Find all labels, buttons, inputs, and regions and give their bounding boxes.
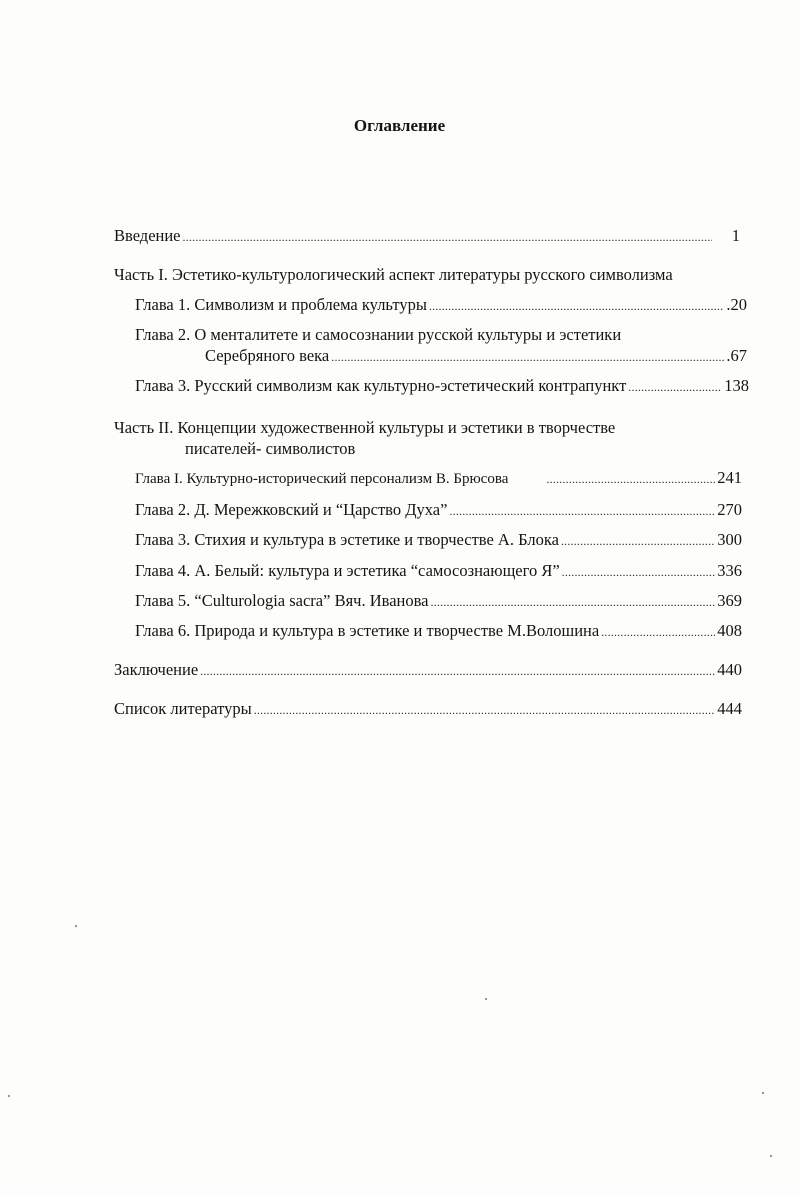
toc-entry-page: 440: [717, 660, 742, 679]
dot-leader: [562, 562, 716, 582]
toc-entry-label: Введение: [114, 226, 181, 245]
toc-entry-label: Серебряного века: [205, 346, 330, 365]
toc-entry-page: 444: [717, 699, 742, 718]
toc-entry-page: 138: [724, 376, 749, 395]
dot-leader: [429, 296, 724, 316]
toc-entry-label: Глава 3. Русский символизм как культурно-эстетический контрапункт: [135, 376, 627, 395]
toc-entry-label: Глава 1. Символизм и проблема культуры: [135, 295, 427, 314]
part2-heading-line2: писателей- символистов: [185, 439, 356, 458]
toc-entry-label: Глава I. Культурно-исторический персонализм В. Брюсова: [135, 471, 509, 487]
dot-leader: [628, 377, 722, 397]
toc-entry-bibliography: [114, 699, 742, 720]
toc-entry-part1-ch2-line1: Глава 2. О менталитете и самосознании русской культуры и эстетики: [135, 325, 622, 344]
dot-leader: [449, 501, 715, 521]
scan-speck: [762, 1092, 764, 1094]
toc-entry-label: Глава 5. “Culturologia sacra” Вяч. Иванова: [135, 591, 429, 610]
toc-entry-part2-ch1: [135, 468, 742, 489]
toc-entry-page: 336: [717, 561, 742, 580]
toc-entry-page: 1: [731, 226, 740, 245]
toc-entry-part2-ch6: [135, 621, 742, 642]
toc-entry-label: Глава 2. Д. Мережковский и “Царство Духа”: [135, 500, 448, 519]
toc-entry-label: Список литературы: [114, 699, 252, 718]
scan-speck: [8, 1095, 10, 1097]
toc-entry-conclusion: [114, 660, 742, 681]
toc-entry-page: 270: [717, 500, 742, 519]
toc-entry-page: .20: [726, 295, 747, 314]
scan-speck: [485, 998, 487, 1000]
dot-leader: [254, 700, 716, 720]
dot-leader: [331, 347, 724, 367]
toc-entry-part2-ch3: [135, 530, 742, 551]
toc-entry-page: 408: [717, 621, 742, 640]
page-title: Оглавление: [353, 116, 446, 135]
toc-entry-page: 300: [717, 530, 742, 549]
toc-entry-page: .67: [726, 346, 747, 365]
dot-leader: [546, 469, 715, 489]
toc-entry-part2-ch5: [135, 591, 742, 612]
toc-entry-intro: [114, 226, 740, 247]
toc-entry-part2-ch4: [135, 561, 742, 582]
scan-speck: [770, 1155, 772, 1157]
toc-entry-part2-ch2: [135, 500, 742, 521]
toc-entry-page: 241: [717, 468, 742, 487]
dot-leader: [561, 531, 715, 551]
toc-entry-part1-ch2: [205, 346, 747, 367]
dot-leader: [431, 592, 716, 612]
part1-heading: Часть I. Эстетико-культурологический аспект литературы русского символизма: [114, 265, 673, 284]
toc-entry-label: Заключение: [114, 660, 199, 679]
toc-entry-part1-ch3: [135, 376, 749, 397]
part2-heading-line1: Часть II. Концепции художественной культуры и эстетики в творчестве: [114, 418, 616, 437]
toc-entry-label: Глава 3. Стихия и культура в эстетике и творчестве А. Блока: [135, 530, 559, 549]
dot-leader: [601, 622, 715, 642]
toc-entry-part1-ch1: [135, 295, 747, 316]
scan-speck: [75, 925, 77, 927]
toc-entry-label: Глава 4. А. Белый: культура и эстетика “самосознающего Я”: [135, 561, 560, 580]
toc-entry-page: 369: [717, 591, 742, 610]
toc-entry-label: Глава 6. Природа и культура в эстетике и творчестве М.Волошина: [135, 621, 600, 640]
dot-leader: [200, 661, 715, 681]
dot-leader: [183, 227, 712, 247]
